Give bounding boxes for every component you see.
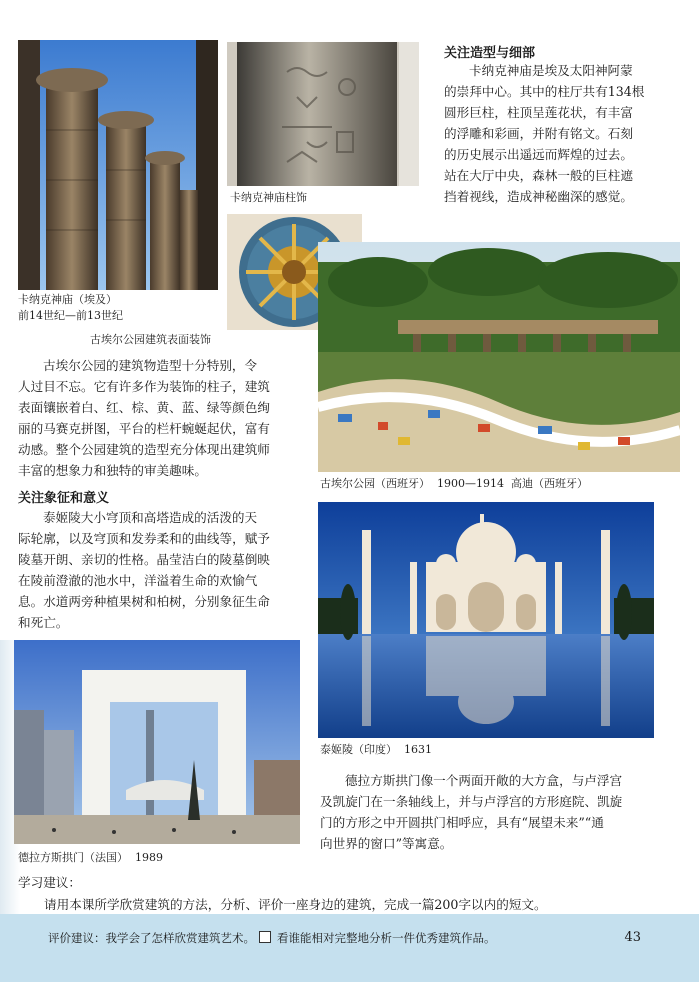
shape-paragraph: 卡纳克神庙是埃及太阳神阿蒙 的崇拜中心。其中的柱厅共有134根 圆形巨柱，柱顶呈莲花状，有丰富 的浮雕和彩画，并附有铭文。石刻 的历史展示出遥远而辉煌的过去。 站在大厅中央，森林一般的巨柱遮 挡着视线，造成神秘幽深的感觉。 <box>444 63 645 204</box>
guell-paragraph: 古埃尔公园的建筑物造型十分特别，令 人过目不忘。它有许多作为装饰的柱子，建筑 表面镶嵌着白、红、棕、黄、蓝、绿等颜色绚 丽的马赛克拼图，平台的栏杆蜿蜒起伏，富有 动感。整个公园建筑的造型充分体现出建筑师 丰富的想象力和独特的审美趣味。 <box>18 358 270 478</box>
guell-park-caption: 古埃尔公园（西班牙） 1900—1914 高迪（西班牙） <box>320 477 588 490</box>
la-defense-caption: 德拉方斯拱门（法国） 1989 <box>18 851 163 864</box>
taj-mahal-photo <box>318 502 654 738</box>
karnak-temple-photo <box>18 40 218 290</box>
page-number: 43 <box>624 930 641 945</box>
arch-paragraph: 德拉方斯拱门像一个两面开敞的大方盒，与卢浮宫 及凯旋门在一条轴线上，并与卢浮宫的方形庭院、凯旋 门的方形之中开圆拱门相呼应，具有“展望未来”“通 向世界的窗口”等寓意。 <box>320 773 623 851</box>
karnak-column-caption: 卡纳克神庙柱饰 <box>230 191 307 204</box>
symbol-paragraph: 泰姬陵大小穹顶和高塔造成的活泼的天 际轮廓，以及穹顶和发券柔和的曲线等，赋予 陵墓开朗、亲切的性格。晶莹洁白的陵墓倒映 在陵前澄澈的池水中，洋溢着生命的欢愉气 息。水道两旁种植果树和柏树，分别象征生命 和死亡。 <box>18 510 270 630</box>
taj-mahal-caption: 泰姬陵（印度） 1631 <box>320 743 432 756</box>
evaluation-text: 评价建议：我学会了怎样欣赏建筑艺术。 看谁能相对完整地分析一件优秀建筑作品。 <box>48 931 496 945</box>
karnak-temple-caption: 卡纳克神庙（埃及） 前14世纪—前13世纪 <box>18 293 123 322</box>
guell-surface-caption: 古埃尔公园建筑表面装饰 <box>90 333 211 346</box>
study-text: 请用本课所学欣赏建筑的方法，分析、评价一座身边的建筑，完成一篇200字以内的短文。 <box>44 897 547 912</box>
karnak-column-photo <box>227 42 419 186</box>
evaluation-footer <box>0 914 699 982</box>
guell-park-photo <box>318 242 680 472</box>
evaluation-checkbox[interactable] <box>259 931 271 943</box>
study-label: 学习建议： <box>18 875 81 890</box>
symbol-heading: 关注象征和意义 <box>18 491 110 506</box>
shape-heading: 关注造型与细部 <box>444 46 536 61</box>
la-defense-photo <box>14 640 300 844</box>
